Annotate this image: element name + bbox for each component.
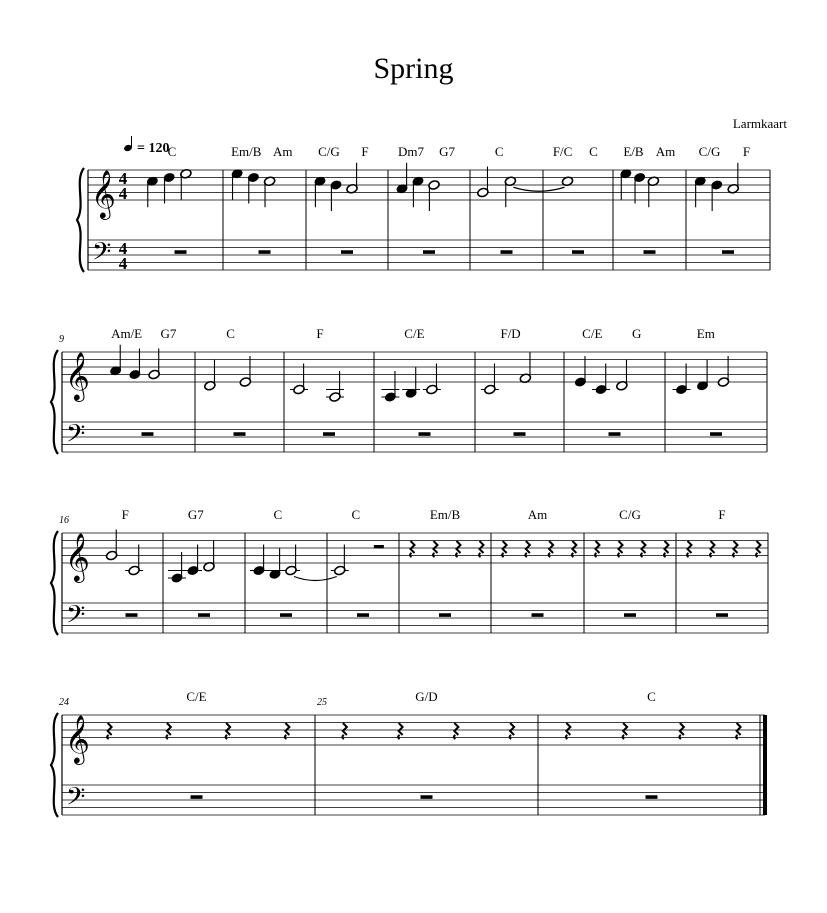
whole-rest [175, 250, 187, 254]
chord-symbol: Am [527, 507, 548, 522]
whole-rest [323, 432, 335, 436]
chord-symbol: F [718, 507, 726, 522]
quarter-rest [566, 723, 571, 739]
quarter-rest [456, 541, 461, 557]
chord-symbol: C [273, 507, 283, 522]
chord-symbol: C [167, 144, 177, 159]
chord-symbol: F [361, 144, 369, 159]
whole-rest [501, 250, 513, 254]
quarter-rest [595, 541, 600, 557]
chord-symbol: F/C [552, 144, 573, 159]
whole-rest [341, 250, 353, 254]
chord-symbol: Em [696, 326, 715, 341]
chord-symbol: C [351, 507, 361, 522]
quarter-rest [342, 723, 347, 739]
half-rest [374, 545, 384, 549]
chord-symbol: F [121, 507, 129, 522]
time-signature-numerator: 4 [118, 239, 128, 258]
whole-rest [423, 250, 435, 254]
quarter-rest [572, 541, 577, 557]
whole-rest [280, 613, 292, 617]
measure-number: 24 [59, 697, 69, 708]
chord-symbol: C/E [404, 326, 425, 341]
quarter-rest [641, 541, 646, 557]
time-signature-denominator: 4 [118, 254, 128, 273]
chord-symbol: C/G [698, 144, 721, 159]
tempo-marking: = 120 [137, 141, 170, 156]
quarter-rest [107, 723, 112, 739]
quarter-rest [502, 541, 507, 557]
quarter-rest [733, 541, 738, 557]
whole-rest [624, 613, 636, 617]
whole-rest [609, 432, 621, 436]
whole-rest [142, 432, 154, 436]
bass-clef: 𝄢 [66, 782, 86, 818]
bass-clef: 𝄢 [66, 600, 86, 636]
measure-number: 25 [317, 697, 327, 708]
whole-rest [421, 795, 433, 799]
whole-rest [644, 250, 656, 254]
chord-symbol: C/G [619, 507, 641, 522]
chord-symbol: G7 [160, 326, 177, 341]
whole-rest [514, 432, 526, 436]
chord-symbol: F [316, 326, 324, 341]
chord-symbol: C/E [582, 326, 603, 341]
whole-rest [357, 613, 369, 617]
measure-number: 16 [59, 515, 69, 526]
grand-staff-brace [51, 713, 58, 817]
chord-symbol: F/D [500, 326, 521, 341]
chord-symbol: Am/E [111, 326, 143, 341]
whole-rest [532, 613, 544, 617]
quarter-rest [454, 723, 459, 739]
composer-name: Larmkaart [732, 116, 787, 131]
quarter-rest [398, 723, 403, 739]
chord-symbol: G [632, 326, 642, 341]
treble-clef: 𝄞 [91, 169, 116, 218]
whole-rest [716, 613, 728, 617]
quarter-rest [756, 541, 761, 557]
treble-clef: 𝄞 [65, 714, 90, 763]
chord-symbol: C [589, 144, 598, 159]
time-signature-numerator: 4 [118, 169, 128, 188]
quarter-rest [479, 541, 484, 557]
chord-symbol: G/D [415, 689, 438, 704]
whole-rest [572, 250, 584, 254]
quarter-rest [710, 541, 715, 557]
quarter-rest [433, 541, 438, 557]
quarter-rest [618, 541, 623, 557]
chord-symbol: F [742, 144, 751, 159]
chord-symbol: C [647, 689, 656, 704]
score-title: Spring [373, 52, 454, 85]
quarter-rest [664, 541, 669, 557]
whole-rest [191, 795, 203, 799]
whole-rest [198, 613, 210, 617]
quarter-rest [410, 541, 415, 557]
bass-clef: 𝄢 [92, 237, 112, 273]
quarter-rest [736, 723, 741, 739]
chord-symbol: E/B [623, 144, 644, 159]
whole-rest [234, 432, 246, 436]
chord-symbol: Am [273, 144, 293, 159]
grand-staff-brace [77, 168, 84, 272]
quarter-rest [679, 723, 684, 739]
time-signature-denominator: 4 [118, 184, 128, 203]
quarter-rest [166, 723, 171, 739]
chord-symbol: C/G [318, 144, 340, 159]
tie [294, 577, 337, 581]
measure-number: 9 [59, 334, 64, 345]
chord-symbol: Dm7 [397, 144, 424, 159]
whole-rest [646, 795, 658, 799]
chord-symbol: Em/B [231, 144, 262, 159]
tie [513, 187, 564, 191]
whole-rest [126, 613, 138, 617]
quarter-rest [285, 723, 290, 739]
chord-symbol: Am [655, 144, 676, 159]
grand-staff-brace [51, 350, 58, 454]
whole-rest [722, 250, 734, 254]
quarter-rest [510, 723, 515, 739]
treble-clef: 𝄞 [65, 532, 90, 581]
chord-symbol: G7 [187, 507, 204, 522]
grand-staff-brace [51, 531, 58, 635]
final-bar-line [763, 715, 767, 815]
chord-symbol: G7 [439, 144, 455, 159]
quarter-rest [549, 541, 554, 557]
chord-symbol: C [494, 144, 504, 159]
whole-rest [710, 432, 722, 436]
quarter-rest [226, 723, 231, 739]
quarter-rest [687, 541, 692, 557]
chord-symbol: C/E [186, 689, 207, 704]
whole-rest [419, 432, 431, 436]
bass-clef: 𝄢 [66, 419, 86, 455]
quarter-rest [623, 723, 628, 739]
quarter-rest [525, 541, 530, 557]
whole-rest [259, 250, 271, 254]
whole-rest [439, 613, 451, 617]
chord-symbol: C [226, 326, 235, 341]
chord-symbol: Em/B [429, 507, 461, 522]
treble-clef: 𝄞 [65, 351, 90, 400]
